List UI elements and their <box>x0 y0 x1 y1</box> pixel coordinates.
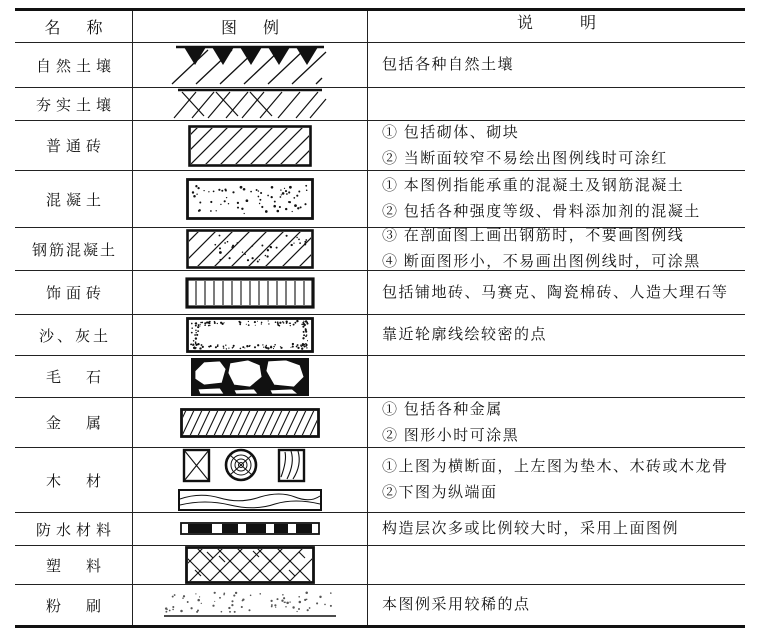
rubble-stone-icon <box>190 357 310 397</box>
description-line: ②下图为纵端面 <box>382 485 498 501</box>
legend-common-brick <box>133 121 368 170</box>
description-line: ② 包括各种强度等级、骨料添加剂的混凝土 <box>382 204 701 220</box>
material-name: 金 属 <box>15 398 133 447</box>
facing-brick-icon <box>185 277 315 309</box>
legend-rubble-stone <box>133 356 368 397</box>
description <box>368 356 745 397</box>
plastic-icon <box>185 546 315 584</box>
description <box>368 448 745 512</box>
table-row <box>15 228 745 271</box>
material-name: 木 材 <box>15 448 133 512</box>
material-name: 饰面砖 <box>15 271 133 314</box>
legend-concrete <box>133 171 368 227</box>
description <box>368 513 745 545</box>
material-name: 混凝土 <box>15 171 133 227</box>
natural-soil-icon <box>170 44 330 86</box>
description <box>368 121 745 170</box>
description-line: 包括铺地砖、马赛克、陶瓷棉砖、人造大理石等 <box>382 284 729 301</box>
compacted-soil-icon <box>170 87 330 121</box>
legend-metal <box>133 398 368 447</box>
description <box>368 398 745 447</box>
description <box>368 228 745 270</box>
description-line: ③ 在剖面图上画出钢筋时，不要画图例线 <box>382 228 685 244</box>
legend-compacted-soil <box>133 88 368 120</box>
description-line: ④ 断面图形小，不易画出图例线时，可涂黑 <box>382 254 701 270</box>
table-row <box>15 513 745 546</box>
material-name: 钢筋混凝土 <box>15 228 133 270</box>
sand-lime-soil-icon <box>186 317 314 353</box>
material-name: 夯实土壤 <box>15 88 133 120</box>
table-row <box>15 171 745 228</box>
common-brick-icon <box>188 125 312 167</box>
description-line: ①上图为横断面，上左图为垫木、木砖或木龙骨 <box>382 459 729 475</box>
legend-waterproof-material <box>133 513 368 545</box>
wood-icon <box>175 447 325 513</box>
description-line: 本图例采用较稀的点 <box>382 597 531 613</box>
waterproof-material-icon <box>180 522 320 536</box>
description <box>368 315 745 355</box>
description <box>368 43 745 87</box>
legend-sand-lime-soil <box>133 315 368 355</box>
table-row <box>15 585 745 625</box>
description-line: 包括各种自然土壤 <box>382 57 515 73</box>
table-row <box>15 121 745 171</box>
table-row <box>15 448 745 513</box>
table-row <box>15 315 745 356</box>
description <box>368 171 745 227</box>
material-name: 塑 料 <box>15 546 133 584</box>
description-line: ② 当断面较窄不易绘出图例线时可涂红 <box>382 150 668 167</box>
header-name-column: 名 称 <box>15 11 133 42</box>
concrete-icon <box>186 178 314 220</box>
description <box>368 585 745 625</box>
table-row <box>15 43 745 88</box>
materials-legend-table <box>15 8 745 628</box>
description <box>368 546 745 584</box>
description-line: 靠近轮廓线绘较密的点 <box>382 327 548 343</box>
legend-reinforced-concrete <box>133 228 368 270</box>
material-name: 毛 石 <box>15 356 133 397</box>
metal-icon <box>180 408 320 438</box>
description <box>368 88 745 120</box>
table-row <box>15 356 745 398</box>
legend-natural-soil <box>133 43 368 87</box>
material-name: 防水材料 <box>15 513 133 545</box>
header-desc-column: 说 明 <box>516 15 601 32</box>
description-line: ① 包括各种金属 <box>382 401 503 418</box>
plaster-icon <box>160 590 340 620</box>
table-row <box>15 398 745 448</box>
legend-wood <box>133 448 368 512</box>
legend-facing-brick <box>133 271 368 314</box>
table-row <box>15 546 745 585</box>
material-name: 沙、灰土 <box>15 315 133 355</box>
legend-plastic <box>133 546 368 584</box>
material-name: 普通砖 <box>15 121 133 170</box>
table-row <box>15 88 745 121</box>
legend-plaster <box>133 585 368 625</box>
table-header-row <box>15 11 745 43</box>
material-name: 自然土壤 <box>15 43 133 87</box>
description <box>368 271 745 314</box>
table-row <box>15 271 745 315</box>
description-line: ① 包括砌体、砌块 <box>382 124 520 141</box>
description-line: 构造层次多或比例较大时，采用上面图例 <box>382 521 680 537</box>
description-line: ② 图形小时可涂黑 <box>382 427 520 444</box>
material-name: 粉 刷 <box>15 585 133 625</box>
header-legend-column: 图 例 <box>133 11 368 42</box>
reinforced-concrete-icon <box>186 229 314 269</box>
description-line: ① 本图例指能承重的混凝土及钢筋混凝土 <box>382 178 685 194</box>
